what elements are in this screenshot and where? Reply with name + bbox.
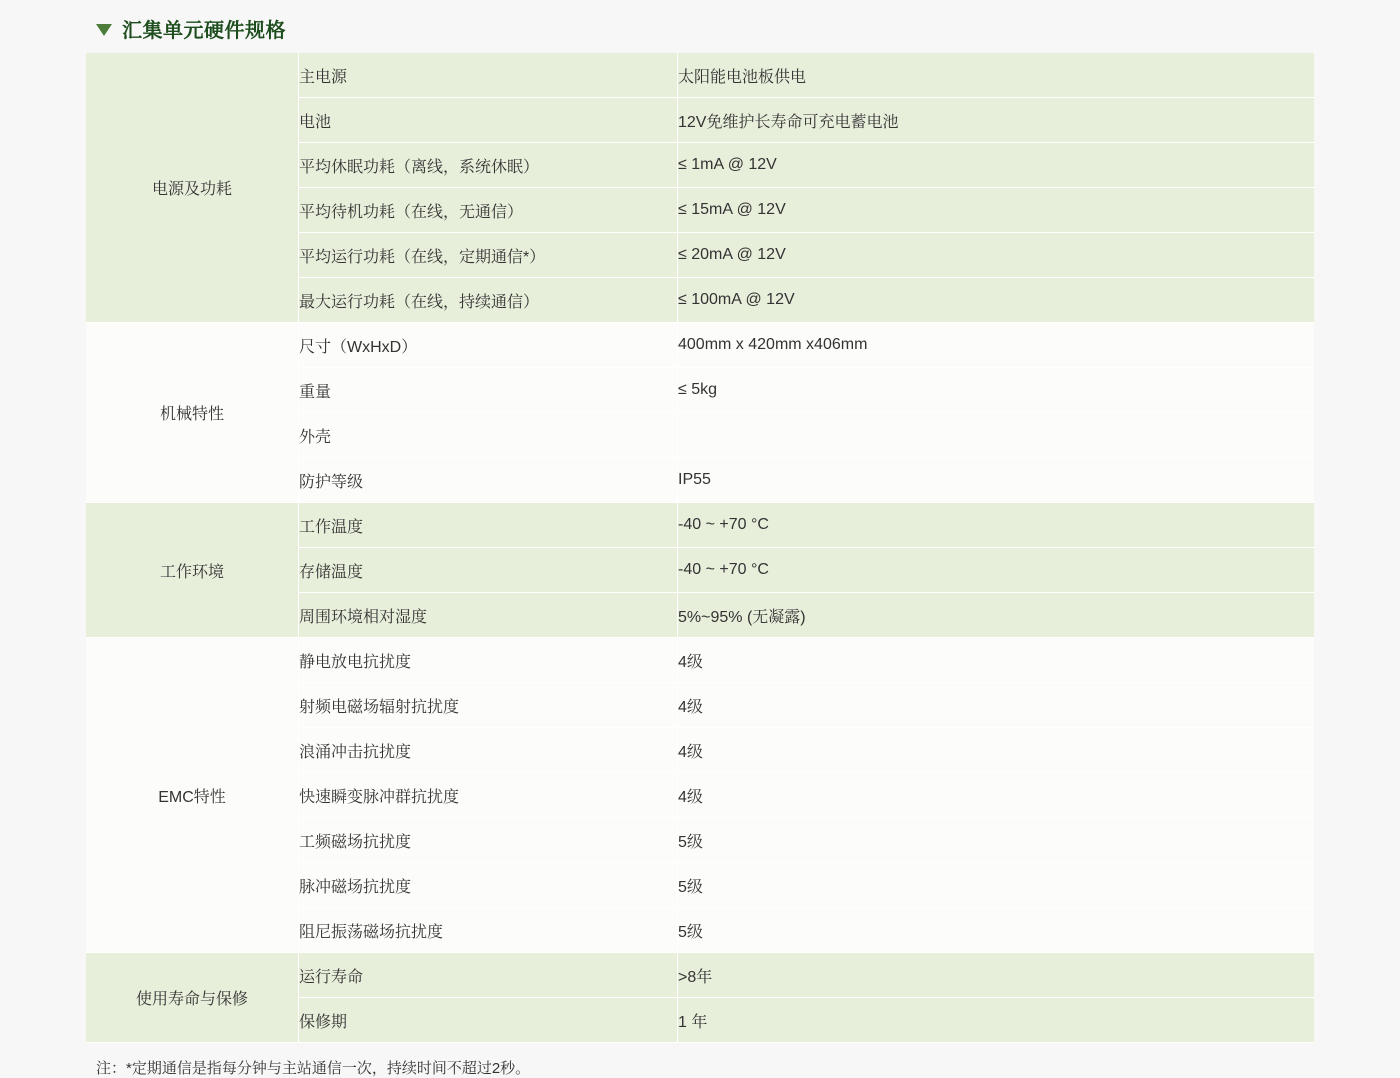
spec-key: 运行寿命 — [299, 953, 678, 998]
spec-value: 4级 — [678, 638, 1315, 683]
table-row — [86, 953, 1314, 998]
section-header — [0, 0, 1400, 53]
spec-key: 阻尼振荡磁场抗扰度 — [299, 908, 678, 953]
group-label: 电源及功耗 — [86, 53, 299, 323]
spec-key: 射频电磁场辐射抗扰度 — [299, 683, 678, 728]
group-label: 工作环境 — [86, 503, 299, 638]
spec-key: 周围环境相对湿度 — [299, 593, 678, 638]
spec-key: 重量 — [299, 368, 678, 413]
spec-key: 平均运行功耗（在线，定期通信*） — [299, 233, 678, 278]
spec-key: 最大运行功耗（在线，持续通信） — [299, 278, 678, 323]
spec-value: 5级 — [678, 818, 1315, 863]
spec-value: ≤ 20mA @ 12V — [678, 233, 1315, 278]
page-title: 汇集单元硬件规格 — [122, 20, 286, 42]
spec-table-body — [86, 53, 1314, 1043]
spec-value: ≤ 5kg — [678, 368, 1315, 413]
footnote: 注：*定期通信是指每分钟与主站通信一次，持续时间不超过2秒。 — [96, 1060, 531, 1077]
spec-key: 存储温度 — [299, 548, 678, 593]
spec-key: 尺寸（WxHxD） — [299, 323, 678, 368]
spec-value: 4级 — [678, 683, 1315, 728]
spec-key: 脉冲磁场抗扰度 — [299, 863, 678, 908]
table-row — [86, 53, 1314, 98]
spec-key: 工作温度 — [299, 503, 678, 548]
spec-key: 浪涌冲击抗扰度 — [299, 728, 678, 773]
spec-key: 外壳 — [299, 413, 678, 458]
spec-key: 快速瞬变脉冲群抗扰度 — [299, 773, 678, 818]
spec-value: ≤ 100mA @ 12V — [678, 278, 1315, 323]
spec-value: 4级 — [678, 728, 1315, 773]
spec-value: 太阳能电池板供电 — [678, 53, 1315, 98]
spec-value: 5级 — [678, 863, 1315, 908]
table-row — [86, 323, 1314, 368]
group-label: EMC特性 — [86, 638, 299, 953]
group-label: 使用寿命与保修 — [86, 953, 299, 1043]
table-row — [86, 638, 1314, 683]
spec-key: 静电放电抗扰度 — [299, 638, 678, 683]
spec-value — [678, 413, 1315, 458]
group-label: 机械特性 — [86, 323, 299, 503]
spec-key: 防护等级 — [299, 458, 678, 503]
spec-value: 1 年 — [678, 998, 1315, 1043]
spec-value: 12V免维护长寿命可充电蓄电池 — [678, 98, 1315, 143]
spec-value: IP55 — [678, 458, 1315, 503]
spec-value: 4级 — [678, 773, 1315, 818]
spec-key: 电池 — [299, 98, 678, 143]
spec-value: >8年 — [678, 953, 1315, 998]
spec-value: -40 ~ +70 °C — [678, 503, 1315, 548]
spec-value: -40 ~ +70 °C — [678, 548, 1315, 593]
spec-value: ≤ 15mA @ 12V — [678, 188, 1315, 233]
spec-value: 5级 — [678, 908, 1315, 953]
spec-key: 平均休眠功耗（离线，系统休眠） — [299, 143, 678, 188]
spec-value: 400mm x 420mm x406mm — [678, 323, 1315, 368]
spec-key: 工频磁场抗扰度 — [299, 818, 678, 863]
table-row — [86, 503, 1314, 548]
spec-key: 平均待机功耗（在线，无通信） — [299, 188, 678, 233]
spec-value: 5%~95% (无凝露) — [678, 593, 1315, 638]
spec-key: 保修期 — [299, 998, 678, 1043]
spec-value: ≤ 1mA @ 12V — [678, 143, 1315, 188]
triangle-down-icon — [96, 24, 112, 36]
spec-key: 主电源 — [299, 53, 678, 98]
hardware-spec-table — [86, 53, 1314, 1043]
